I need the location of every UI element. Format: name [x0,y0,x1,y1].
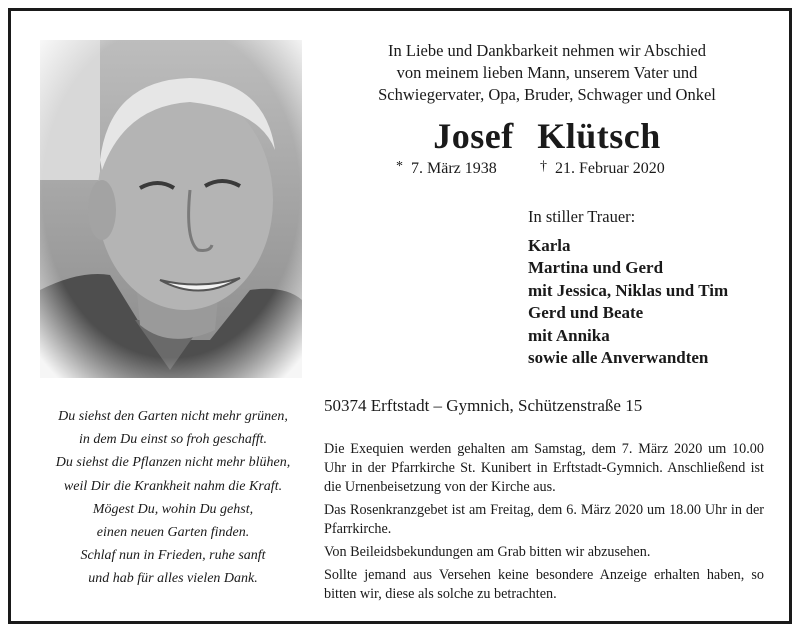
intro-line: In Liebe und Dankbarkeit nehmen wir Abschied [388,41,706,60]
poem [34,405,312,591]
notice-paragraph: Von Beileidsbekundungen am Grab bitten wir abzusehen. [324,544,651,560]
poem-line: Du siehst die Pflanzen nicht mehr blühen, [55,455,291,471]
last-name: Klütsch [537,116,661,156]
mourner-name: mit Jessica, Niklas und Tim [528,280,729,300]
poem-line: einen neuen Garten finden. [96,525,250,541]
intro-text [322,40,772,106]
poem-line: und hab für alles vielen Dank. [88,571,258,587]
poem-line: in dem Du einst so froh geschafft. [78,432,268,448]
mourner-list [528,235,728,369]
deceased-name [322,114,772,158]
poem-line: Mögest Du, wohin Du gehst, [92,501,254,517]
intro-line: von meinem lieben Mann, unserem Vater und [396,63,698,82]
mourner-name: Karla [528,236,571,255]
mourner-name: Martina und Gerd [528,258,664,278]
mourning-label: In stiller Trauer: [528,207,636,226]
death-date-line [540,160,665,178]
mourner-name: sowie alle Anverwandten [528,348,709,368]
mourner-name: mit Annika [528,325,610,345]
birth-date-line [396,160,497,178]
notice-paragraph: Das Rosenkranzgebet ist am Freitag, dem 6. März 2020 um 18.00 Uhr in der Pfarrkirche. [324,502,764,537]
first-name: Josef [433,116,514,156]
intro-line: Schwiegervater, Opa, Bruder, Schwager und Onkel [378,85,716,104]
portrait-photo [40,40,302,378]
address: 50374 Erftstadt – Gymnich, Schützenstraße 15 [324,396,643,415]
death-date: 21. Februar 2020 [555,160,665,177]
poem-line: Du siehst den Garten nicht mehr grünen, [58,409,288,424]
poem-line: Schlaf nun in Frieden, ruhe sanft [80,548,266,564]
birth-symbol: * [396,159,403,174]
death-symbol: † [540,159,547,174]
mourner-name: Gerd und Beate [528,303,644,323]
birth-date: 7. März 1938 [411,160,497,177]
notice-paragraph: Sollte jemand aus Versehen keine besondere Anzeige erhalten haben, so bitten wir, diese als solche zu betrachten. [324,567,764,602]
poem-line: weil Dir die Krankheit nahm die Kraft. [63,478,283,494]
notices [324,440,764,608]
notice-paragraph: Die Exequien werden gehalten am Samstag, dem 7. März 2020 um 10.00 Uhr in der Pfarrkirche St. Kunibert in Erftstadt-Gymnich. Anschließend ist die Urnenbeisetzung von der Kirche aus. [324,441,764,495]
